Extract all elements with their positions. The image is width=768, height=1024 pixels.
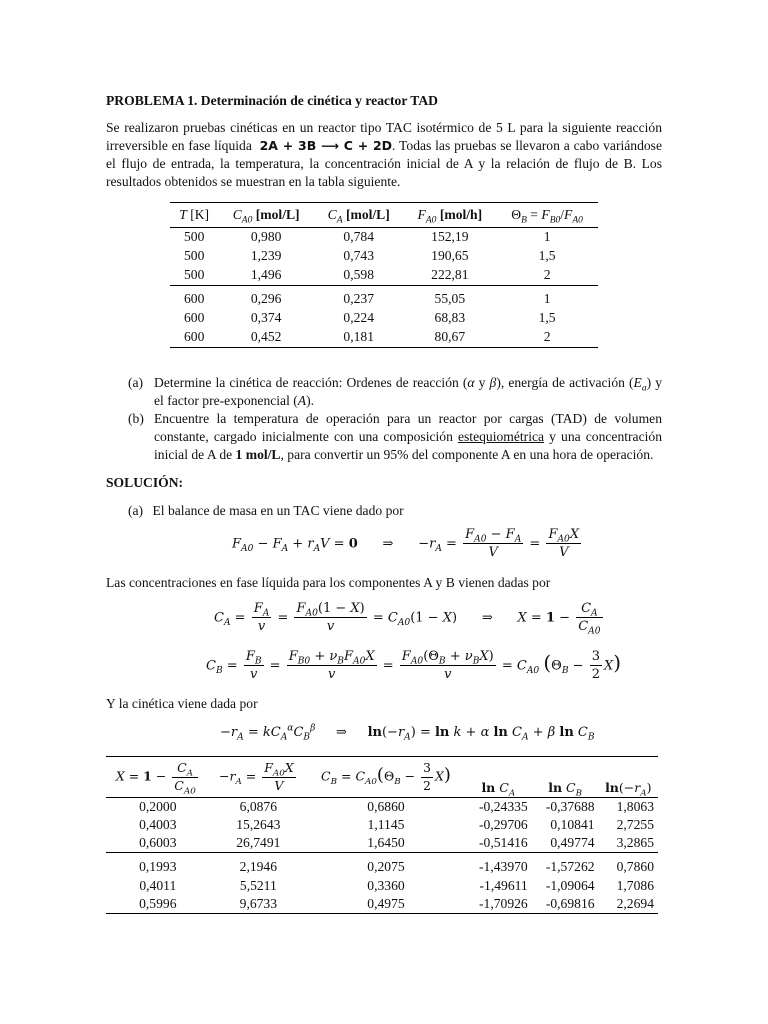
col-header-x: X = 1 − $\frac{C_A}{C_{A0}}$: [106, 757, 210, 798]
cell: 600: [170, 286, 218, 310]
col-header-ca0: $C_{A0}$ [mol/L]: [218, 203, 314, 228]
cell: 1,6450: [367, 835, 405, 851]
cell: 6,0876: [239, 799, 278, 814]
cell: 0,10841: [550, 817, 595, 833]
cell: 0,4975: [367, 896, 405, 912]
cell: 55,05: [403, 286, 496, 310]
table-row: [170, 247, 598, 266]
cell: 3,2865: [616, 835, 654, 851]
cell: 0,784: [343, 229, 374, 245]
question-b-marker: (b): [128, 411, 144, 427]
cell: 1,5: [538, 248, 556, 264]
cell: 500: [183, 267, 205, 283]
table-row: [106, 816, 658, 834]
cell: 0,224: [343, 310, 374, 326]
mass-balance-equation: $F_{A0} - F_A + r_AV = 0$ ⇒ $-r_A$ = $\frac{F_{A0} - F_A}{V}$ = $\frac{F_{A0}X}{V}$: [232, 527, 580, 561]
cell: 1,7086: [616, 878, 654, 894]
cell: 0,743: [343, 248, 374, 264]
cell: 1,1145: [367, 817, 405, 833]
question-b-text: Encuentre la temperatura de operación para un reactor por cargas (TAD) de volumen constante, cargado inicialmente con una composición: [154, 411, 662, 445]
cell: 190,65: [431, 248, 469, 264]
cell: 0,2075: [307, 853, 465, 878]
cell: 0,4011: [139, 878, 177, 894]
table-row: [106, 895, 658, 914]
symbol: β: [489, 375, 497, 390]
cell: -0,24335: [479, 799, 528, 814]
table-row: [106, 877, 658, 895]
cell: 0,3360: [367, 878, 405, 894]
cell: 0,7860: [599, 853, 658, 878]
cb-equation: $C_B$ = $\frac{F_B}{v}$ = $\frac{F_{B0} + \nu_BF_{A0}X}{v}$ = $\frac{F_{A0}(\Theta_B + \nu_BX)}{v}$ = $C_{A0}$ ($\Theta_B$ − $\frac{3}{2}$ X): [206, 649, 622, 683]
col-header-ca: $C_A$ [mol/L]: [314, 203, 404, 228]
cell: 1,5: [538, 310, 556, 326]
cell: 2,2694: [616, 896, 654, 912]
cell: 152,19: [431, 229, 469, 245]
cell: 1,496: [250, 267, 282, 283]
col-header-thetab: $\Theta_B = F_{B0}/F_{A0}$: [496, 203, 598, 228]
table-row: [170, 266, 598, 286]
cell: 0,980: [250, 229, 282, 245]
solution-a-text: El balance de masa en un TAC viene dado por: [152, 503, 404, 518]
text: estequiométrica: [457, 429, 545, 445]
col-header-fa0: $F_{A0}$ [mol/h]: [403, 203, 496, 228]
kinetics-text: Y la cinética viene dada por: [106, 696, 258, 711]
col-header-t: T [K]: [170, 203, 218, 228]
cell: -1,09064: [545, 878, 595, 894]
cell: 2: [543, 267, 551, 283]
cell: 222,81: [431, 267, 469, 283]
solution-heading: SOLUCIÓN:: [106, 475, 184, 490]
cell: 68,83: [434, 310, 466, 326]
linearized-data-table: [106, 756, 658, 914]
cell: -0,37688: [545, 799, 595, 814]
cell: 1,8063: [616, 799, 654, 814]
cell: 0,1993: [106, 853, 210, 878]
table-row: [170, 286, 598, 310]
cell: 0,237: [314, 286, 404, 310]
cell: 600: [183, 329, 205, 345]
cell: 0,374: [250, 310, 282, 326]
cell: -1,43970: [465, 853, 532, 878]
table-header-row: [106, 757, 658, 798]
symbol-ea: $E_a$: [633, 375, 647, 394]
col-header-ra: $-r_A$ = $\frac{F_{A0}X}{V}$: [210, 757, 307, 798]
question-b: [128, 410, 662, 464]
col-header-cb: $C_B = C_{A0}(\Theta_B$ − $\frac{3}{2}$ X): [307, 757, 465, 798]
table-row: [170, 228, 598, 248]
intro-text-1: Se realizaron pruebas cinéticas en un reactor tipo TAC isotérmico de 5 L para la siguiente reacción irreversible en fase líquida: [106, 120, 662, 154]
table-row: [170, 309, 598, 328]
cell: 2,1946: [210, 853, 307, 878]
concentration-text: Las concentraciones en fase líquida para los componentes A y B vienen dadas por: [106, 575, 551, 590]
table-row: [106, 853, 658, 878]
cell: 15,2643: [236, 817, 281, 833]
col-header-lncb: $\ln C_B$: [532, 757, 599, 798]
cell: 500: [183, 248, 205, 264]
rate-law-equation: $-r_A = kC_A^\alpha C_B^\beta$ ⇒ $\ln(-r_A) = \ln k + \alpha$ $\ln C_A + \beta$ $\ln C_B$: [220, 723, 595, 743]
text: y una concentración inicial de A de: [154, 429, 662, 463]
question-list: [128, 374, 662, 464]
problem-heading: PROBLEMA 1. Determinación de cinética y reactor TAD: [106, 93, 438, 108]
cell: 5,5211: [239, 878, 277, 894]
cell: 9,6733: [239, 896, 278, 912]
text: ), energía de activación (: [496, 375, 634, 390]
cell: 80,67: [434, 329, 466, 345]
symbol: α: [467, 375, 475, 390]
cell: -0,29706: [479, 817, 528, 833]
cell: 0,4003: [139, 817, 177, 833]
table-row: [170, 328, 598, 348]
cell: 26,7491: [236, 835, 281, 851]
concentration: 1 mol/L: [235, 447, 281, 463]
table-row: [106, 798, 658, 817]
solution-a-marker: (a): [128, 503, 144, 518]
text: ) y el factor pre-exponencial (: [154, 375, 663, 409]
cell: 1: [496, 286, 598, 310]
intro-text-2: . Todas las pruebas se llevaron a cabo variándose el flujo de entrada, la temperatura, la concentración inicial de A y la relación de flujo de B. Los resultados obtenidos se muestran en la tabla siguiente.: [106, 138, 662, 190]
cell: -1,49611: [479, 878, 528, 894]
cell: 0,296: [218, 286, 314, 310]
cell: -1,70926: [479, 896, 528, 912]
cell: 0,6003: [139, 835, 177, 851]
symbol: A: [297, 393, 307, 409]
question-a: [128, 374, 662, 410]
cell: 0,2000: [139, 799, 177, 814]
solution-a: [128, 502, 404, 520]
cell: 0,5996: [139, 896, 177, 912]
question-a-text: Determine la cinética de reacción: Ordenes de reacción (: [154, 375, 468, 390]
cell: 500: [183, 229, 205, 245]
ca-equation: $C_A$ = $\frac{F_A}{v}$ = $\frac{F_{A0}(1 - X)}{v}$ = $C_{A0}(1 - X)$ ⇒ X = 1 − $\frac{C_A}{C_{A0}}$: [214, 601, 601, 637]
cell: -1,57262: [532, 853, 599, 878]
cell: 600: [183, 310, 205, 326]
cell: 0,6860: [367, 799, 405, 814]
cell: 2,7255: [616, 817, 654, 833]
reaction-equation: 2A + 3B ⟶ C + 2D: [259, 138, 393, 154]
col-header-lnca: $\ln C_A$: [465, 757, 532, 798]
cell: 1,239: [250, 248, 282, 264]
text: y: [474, 375, 490, 390]
cell: 2: [543, 329, 551, 345]
cell: 1: [543, 229, 551, 245]
question-a-marker: (a): [128, 375, 144, 390]
cell: 0,598: [343, 267, 374, 283]
text: , para convertir un 95% del componente A en una hora de operación.: [280, 447, 654, 463]
cell: 0,49774: [550, 835, 595, 851]
problem-intro: [106, 119, 662, 191]
table-row: [106, 834, 658, 853]
kinetic-data-table: [170, 202, 598, 348]
text: ).: [306, 393, 315, 409]
cell: 0,181: [343, 329, 374, 345]
cell: 0,452: [250, 329, 282, 345]
cell: -0,51416: [479, 835, 528, 851]
cell: -0,69816: [545, 896, 595, 912]
table-header-row: [170, 203, 598, 228]
col-header-lnra: $\ln(-r_A)$: [599, 757, 658, 798]
